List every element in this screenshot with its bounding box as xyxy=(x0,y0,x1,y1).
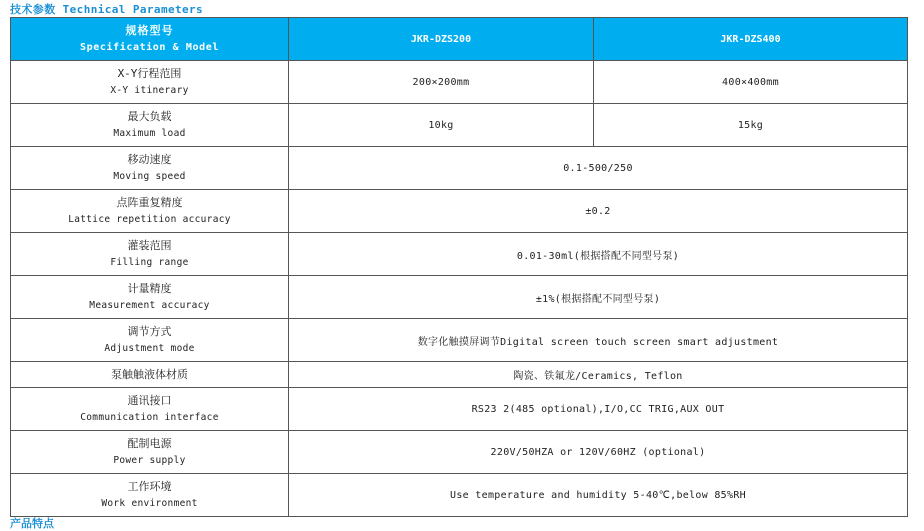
row-label-cn: 调节方式 xyxy=(127,324,172,338)
row-label xyxy=(11,276,289,319)
next-section-title: 产品特点 xyxy=(10,517,54,530)
value-shared: ±0.2 xyxy=(289,190,908,233)
row-label-en: Filling range xyxy=(110,256,189,268)
row-label-en: X-Y itinerary xyxy=(110,84,189,96)
row-moving-speed xyxy=(11,147,908,190)
value-shared: 数字化触摸屏调节Digital screen touch screen smart adjustment xyxy=(289,319,908,362)
row-maximum-load xyxy=(11,104,908,147)
row-label xyxy=(11,319,289,362)
header-row xyxy=(11,18,908,61)
row-label-en: Work environment xyxy=(101,497,198,509)
row-liquid-material xyxy=(11,362,908,388)
row-label-cn: 通讯接口 xyxy=(127,393,172,407)
row-label-en: Adjustment mode xyxy=(104,342,195,354)
row-work-environment xyxy=(11,474,908,517)
section-title: 技术参数 Technical Parameters xyxy=(10,3,204,16)
row-filling-range xyxy=(11,233,908,276)
row-adjustment-mode xyxy=(11,319,908,362)
spec-table xyxy=(10,17,908,517)
row-label-cn: 移动速度 xyxy=(127,152,172,166)
value-model-b: 400×400mm xyxy=(594,61,908,104)
row-label-en: Moving speed xyxy=(113,170,186,182)
value-shared: 220V/50HZA or 120V/60HZ (optional) xyxy=(289,431,908,474)
row-label-en: Maximum load xyxy=(113,127,186,139)
row-label-cn: 最大负载 xyxy=(127,109,172,123)
row-label-cn: 泵触触液体材质 xyxy=(111,367,188,381)
header-spec-cell xyxy=(11,18,289,61)
row-label-cn: 配制电源 xyxy=(127,436,172,450)
row-label xyxy=(11,190,289,233)
value-model-b: 15kg xyxy=(594,104,908,147)
row-label-en: Measurement accuracy xyxy=(89,299,210,311)
row-label-en: Power supply xyxy=(113,454,186,466)
value-shared: 0.01-30ml(根据搭配不同型号泵) xyxy=(289,233,908,276)
value-shared: 陶瓷、铁氟龙/Ceramics, Teflon xyxy=(289,362,908,388)
row-label-cn: 计量精度 xyxy=(127,281,172,295)
header-spec-en: Specification & Model xyxy=(79,42,220,53)
next-section-title-fragment xyxy=(10,517,90,530)
row-label xyxy=(11,431,289,474)
row-label-cn: 工作环境 xyxy=(127,479,172,493)
row-label xyxy=(11,474,289,517)
value-model-a: 10kg xyxy=(289,104,594,147)
value-shared: Use temperature and humidity 5-40℃,below 85%RH xyxy=(289,474,908,517)
row-label-cn: 点阵重复精度 xyxy=(116,195,183,209)
header-model-a: JKR-DZS200 xyxy=(289,18,594,61)
row-label-cn: 灌装范围 xyxy=(127,238,172,252)
row-measurement-accuracy xyxy=(11,276,908,319)
row-label xyxy=(11,362,289,388)
row-label xyxy=(11,388,289,431)
row-label xyxy=(11,104,289,147)
header-model-b: JKR-DZS400 xyxy=(594,18,908,61)
row-label xyxy=(11,233,289,276)
row-communication-interface xyxy=(11,388,908,431)
value-model-a: 200×200mm xyxy=(289,61,594,104)
row-label-en: Communication interface xyxy=(80,411,219,423)
value-shared: RS23 2(485 optional),I/O,CC TRIG,AUX OUT xyxy=(289,388,908,431)
row-label xyxy=(11,147,289,190)
row-lattice-accuracy xyxy=(11,190,908,233)
row-label xyxy=(11,61,289,104)
row-power-supply xyxy=(11,431,908,474)
value-shared: 0.1-500/250 xyxy=(289,147,908,190)
row-label-en: Lattice repetition accuracy xyxy=(68,213,231,225)
row-label-cn: X-Y行程范围 xyxy=(117,66,182,80)
header-spec-cn: 规格型号 xyxy=(125,24,174,37)
value-shared: ±1%(根据搭配不同型号泵) xyxy=(289,276,908,319)
row-xy-itinerary xyxy=(11,61,908,104)
